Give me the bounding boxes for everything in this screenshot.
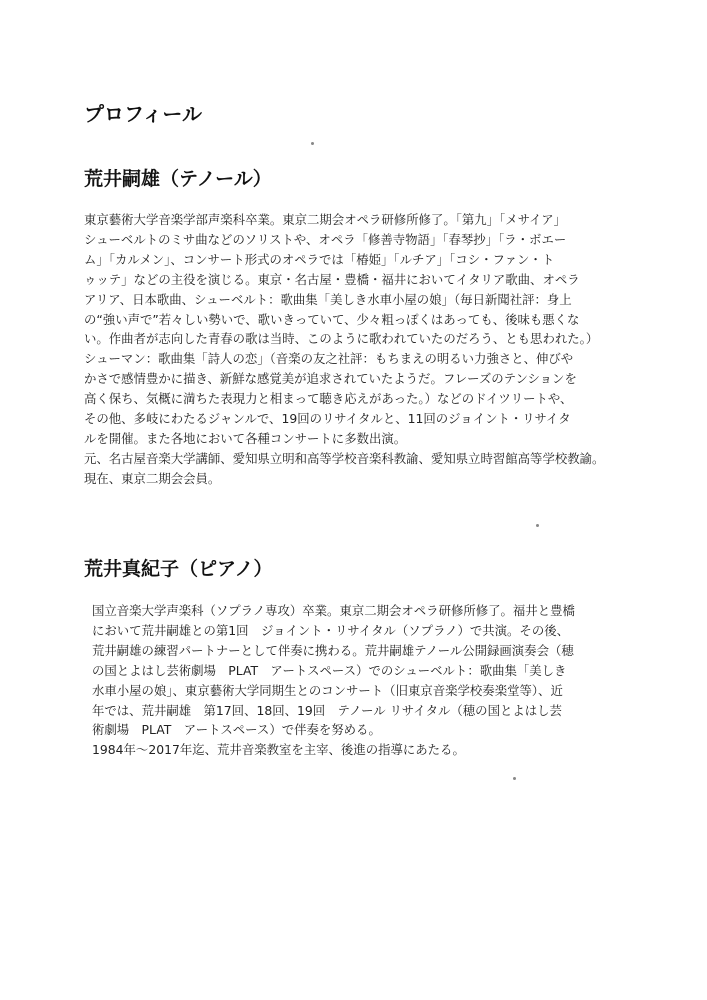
bio-line: 高く保ち、気概に満ちた表現力と相まって聴き応えがあった。）などのドイツリートや、	[84, 391, 573, 407]
bio-line: シューベルトのミサ曲などのソリストや、オペラ「修善寺物語」「春琴抄」「ラ・ボエー	[84, 231, 567, 247]
scan-speck	[536, 524, 539, 527]
page-title: プロフィール	[84, 102, 202, 126]
pianist-biography	[92, 601, 632, 760]
tenor-name-heading: 荒井嗣雄（テノール）	[84, 168, 272, 190]
bio-line: 年では、荒井嗣雄 第17回、18回、19回 テノール リサイタル（穂の国とよはし芸	[92, 702, 562, 718]
scan-speck	[513, 777, 516, 780]
bio-line: ルを開催。また各地において各種コンサートに多数出演。	[84, 430, 407, 446]
bio-line: において荒井嗣雄との第1回 ジョイント・リサイタル（ソプラノ）で共演。その後、	[92, 622, 569, 638]
tenor-biography	[84, 210, 632, 489]
bio-line: 現在、東京二期会会員。	[84, 470, 221, 486]
scan-speck	[311, 142, 314, 145]
bio-line: 水車小屋の娘」、東京藝術大学同期生とのコンサート（旧東京音楽学校奏楽堂等）、近	[92, 682, 563, 698]
bio-line: 術劇場 PLAT アートスペース）で伴奏を努める。	[92, 722, 381, 738]
bio-line: 東京藝術大学音楽学部声楽科卒業。東京二期会オペラ研修所修了。「第九」「メサイア」	[84, 212, 566, 227]
bio-line: アリア、日本歌曲、シューベルト：歌曲集「美しき水車小屋の娘」（毎日新聞社評：身上	[84, 291, 572, 307]
bio-line: 1984年～2017年迄、荒井音楽教室を主宰、後進の指導にあたる。	[92, 742, 465, 758]
bio-line: ム」「カルメン」、コンサート形式のオペラでは「椿姫」「ルチア」「コシ・ファン・ト	[84, 251, 555, 267]
bio-line: 元、名古屋音楽大学講師、愛知県立明和高等学校音楽科教諭、愛知県立時習館高等学校教諭。	[84, 450, 605, 466]
bio-line: の国とよはし芸術劇場 PLAT アートスペース）でのシューベルト：歌曲集「美しき	[92, 662, 567, 678]
bio-line: の“強い声で”若々しい勢いで、歌いきっていて、少々粗っぽくはあっても、後味も悪くな	[84, 311, 580, 327]
bio-line: 荒井嗣雄の練習パートナーとして伴奏に携わる。荒井嗣雄テノール公開録画演奏会（穂	[92, 642, 574, 658]
bio-line: かさで感情豊かに描き、新鮮な感覚美が追求されていたようだ。フレーズのテンションを	[84, 371, 577, 387]
bio-line: シューマン：歌曲集「詩人の恋」（音楽の友之社評：もちまえの明るい力強さと、伸びや	[84, 351, 574, 367]
bio-line: ゥッテ」などの主役を演じる。東京・名古屋・豊橋・福井においてイタリア歌曲、オペラ	[84, 271, 580, 287]
pianist-name-heading: 荒井真紀子（ピアノ）	[84, 558, 273, 580]
bio-line: い。作曲者が志向した青春の歌は当時、このように歌われていたのだろう、とも思われた。）	[84, 331, 599, 347]
bio-line: 国立音楽大学声楽科（ソプラノ専攻）卒業。東京二期会オペラ研修所修了。福井と豊橋	[92, 603, 575, 618]
bio-line: その他、多岐にわたるジャンルで、19回のリサイタルと、11回のジョイント・リサイタ	[84, 411, 571, 427]
